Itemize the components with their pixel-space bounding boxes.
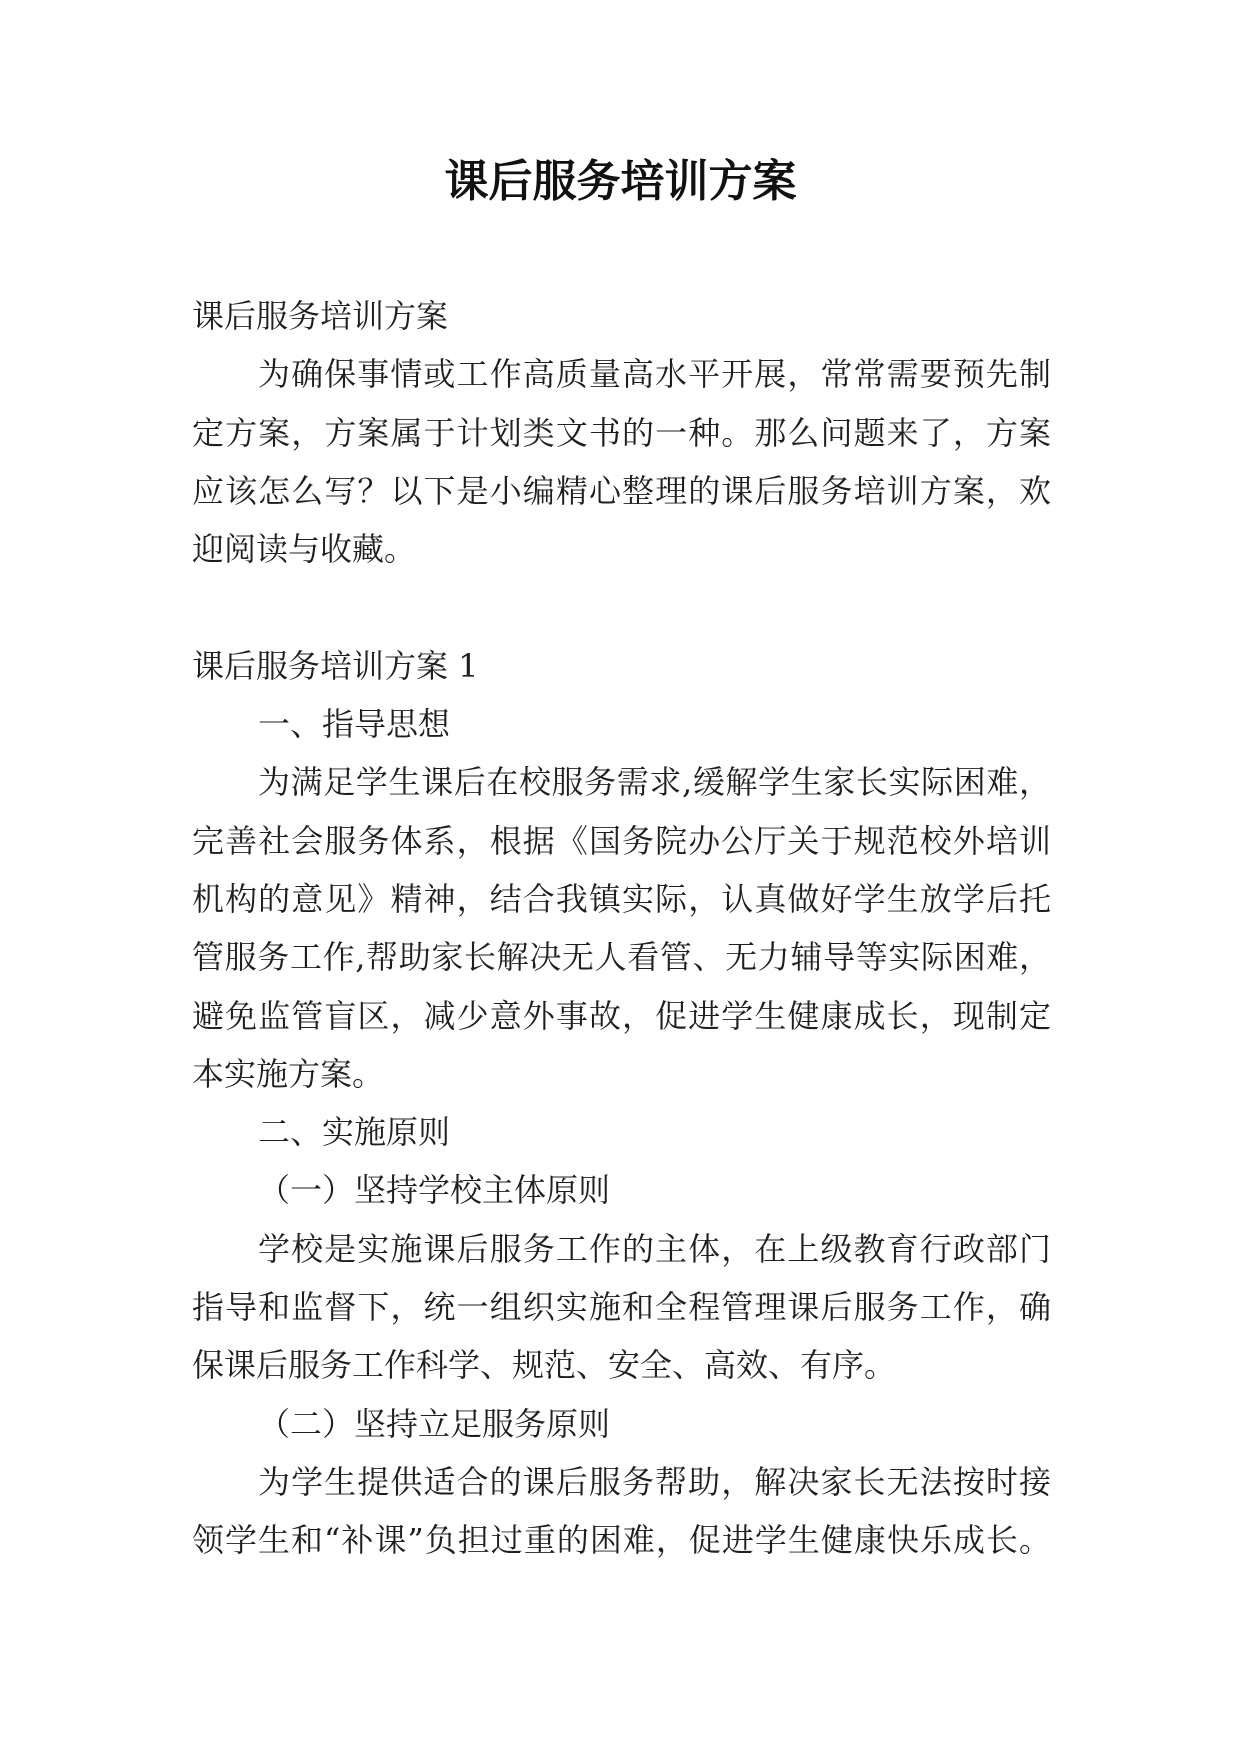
intro-paragraph-line: 定方案，方案属于计划类文书的一种。那么问题来了，方案 (192, 413, 1051, 452)
intro-heading: 课后服务培训方案 (192, 297, 449, 335)
blank-line (192, 578, 1051, 636)
intro-paragraph-line: 迎阅读与收藏。 (192, 530, 417, 569)
document-title: 课后服务培训方案 (444, 156, 797, 207)
intro-paragraph-line: 应该怎么写？以下是小编精心整理的课后服务培训方案，欢 (192, 471, 1051, 510)
plan-heading: 课后服务培训方案 1 (192, 646, 479, 685)
body-paragraph-line: 管服务工作,帮助家长解决无人看管、无力辅导等实际困难， (192, 938, 1051, 977)
intro-paragraph-line: 为确保事情或工作高质量高水平开展，常常需要预先制 (258, 355, 1051, 394)
document-body (192, 287, 1051, 1570)
body-paragraph-line: 学校是实施课后服务工作的主体，在上级教育行政部门 (258, 1229, 1051, 1268)
body-paragraph-line: 避免监管盲区，减少意外事故，促进学生健康成长，现制定 (192, 996, 1051, 1035)
section-heading: 二、实施原则 (258, 1113, 451, 1152)
body-paragraph-line: 指导和监督下，统一组织实施和全程管理课后服务工作，确 (192, 1288, 1051, 1327)
principle-heading: （一）坚持学校主体原则 (258, 1171, 611, 1210)
body-paragraph-line: 为满足学生课后在校服务需求,缓解学生家长实际困难， (258, 763, 1051, 802)
section-heading: 一、指导思想 (258, 705, 451, 744)
body-paragraph-line: 机构的意见》精神，结合我镇实际，认真做好学生放学后托 (192, 879, 1051, 918)
principle-heading: （二）坚持立足服务原则 (258, 1404, 611, 1443)
body-paragraph-line: 本实施方案。 (192, 1054, 385, 1093)
body-paragraph-line: 领学生和“补课”负担过重的困难，促进学生健康快乐成长。 (192, 1521, 1051, 1560)
body-paragraph-line: 为学生提供适合的课后服务帮助，解决家长无法按时接 (258, 1462, 1051, 1501)
body-paragraph-line: 完善社会服务体系，根据《国务院办公厅关于规范校外培训 (192, 821, 1051, 860)
body-paragraph-line: 保课后服务工作科学、规范、安全、高效、有序。 (192, 1346, 897, 1385)
